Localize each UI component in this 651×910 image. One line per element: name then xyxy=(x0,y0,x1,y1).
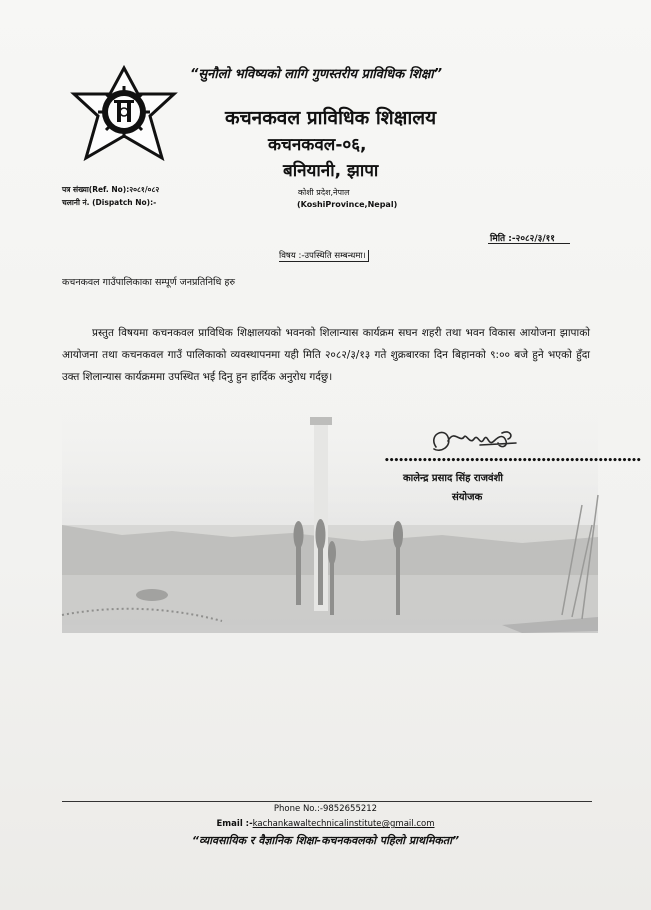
footer-phone: Phone No.:-9852655212 xyxy=(273,804,378,814)
province-english: (KoshiProvince,Nepal) xyxy=(297,200,398,209)
foundation-site-photo xyxy=(62,385,641,633)
footer-slogan: “व्यावसायिक र वैज्ञानिक शिक्षा-कचनकवलको पहिलो प्राथमिकता” xyxy=(191,834,460,847)
institution-location: कचनकवल-०६, xyxy=(268,135,367,155)
signature-scribble xyxy=(422,425,522,459)
province-nepali: कोशी प्रदेश,नेपाल xyxy=(298,188,350,197)
footer-divider xyxy=(62,801,592,802)
letter-date: मिति :-२०८२/३/११ xyxy=(490,234,555,244)
letter-body xyxy=(62,322,590,388)
dispatch-number: चलानी नं. (Dispatch No):- xyxy=(62,198,157,207)
footer-email-line xyxy=(0,819,651,829)
institution-logo-icon xyxy=(70,66,178,162)
email-label: Email :- xyxy=(216,819,253,829)
body-paragraph: प्रस्तुत विषयमा कचनकवल प्राविधिक शिक्षालयको भवनको शिलान्यास कार्यक्रम सघन शहरी तथा भवन विकास आयोजना झापाको आयोजना तथा कचनकवल गाउँ पालिकाको व्यवस्थापनमा यही मिति २०८२/३/१३ गते शुक्रबारका दिन बिहानको ९:०० बजे हुने भएको हुँदा उक्त शिलान्यास कार्यक्रममा उपस्थित भई दिनु हुन हार्दिक अनुरोध गर्दछु। xyxy=(62,327,590,383)
signer-role: संयोजक xyxy=(452,492,483,503)
letter-subject: विषय :-उपस्थिति सम्बन्धमा। xyxy=(279,250,369,262)
signature-line: •••••••••••••••••••••••••••••••••••••••••••••••••••••• xyxy=(384,456,641,466)
email-link[interactable]: kachankawaltechnicalinstitute@gmail.com xyxy=(252,819,435,829)
institution-district: बनियानी, झापा xyxy=(283,161,379,181)
date-underline xyxy=(488,243,570,244)
signer-name: कालेन्द्र प्रसाद सिंह राजवंशी xyxy=(403,473,503,484)
letter-recipient: कचनकवल गाउँपालिकाका सम्पूर्ण जनप्रतिनिधि हरु xyxy=(62,277,236,288)
reference-number: पत्र संख्या(Ref. No):२०८१/०८२ xyxy=(62,185,160,194)
institution-name: कचनकवल प्राविधिक शिक्षालय xyxy=(225,107,437,129)
institution-motto: “सुनौलो भविष्यको लागि गुणस्तरीय प्राविधिक शिक्षा” xyxy=(190,67,443,82)
